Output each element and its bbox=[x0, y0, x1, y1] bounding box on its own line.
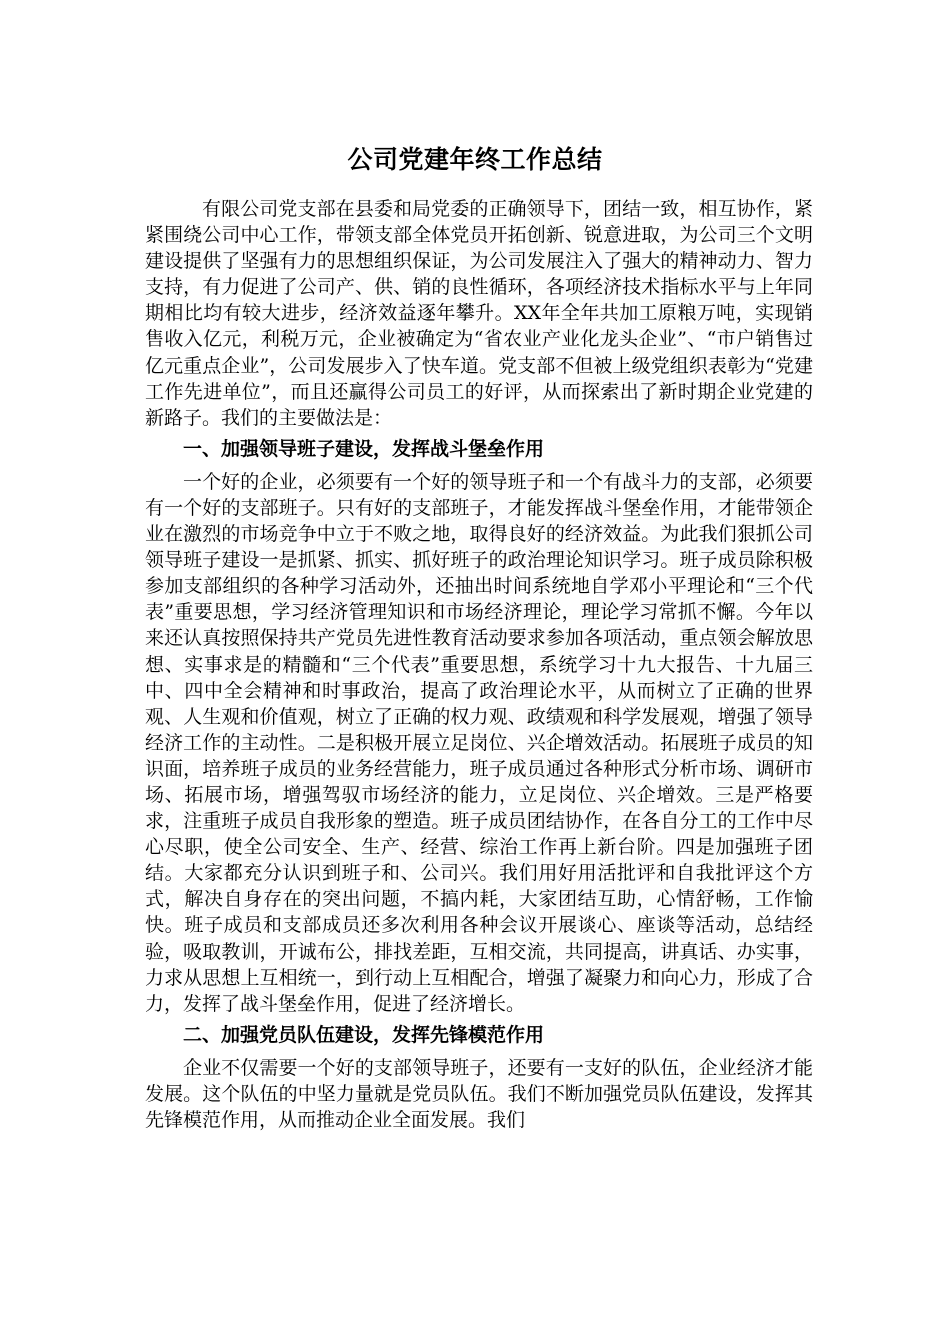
intro-paragraph: 有限公司党支部在县委和局党委的正确领导下，团结一致，相互协作，紧紧围绕公司中心工作，带领支部全体党员开拓创新、锐意进取，为公司三个文明建设提供了坚强有力的思想组织保证，为公司发展注入了强大的精神动力、智力支持，有力促进了公司产、供、销的良性循环，各项经济技术指标水平与上年同期相比均有较大进步，经济效益逐年攀升。XX年全年共加工原粮万吨，实现销售收入亿元，利税万元，企业被确定为“省农业产业化龙头企业”、“市户销售过亿元重点企业”，公司发展步入了快车道。党支部不但被上级党组织表彰为“党建工作先进单位”，而且还赢得公司员工的好评，从而探索出了新时期企业党建的新路子。我们的主要做法是： bbox=[145, 198, 813, 429]
section-heading-2: 二、加强党员队伍建设，发挥先锋模范作用 bbox=[183, 1023, 545, 1046]
section-heading-1: 一、加强领导班子建设，发挥战斗堡垒作用 bbox=[183, 437, 545, 460]
document-body bbox=[145, 196, 813, 1133]
section-paragraph-1: 一个好的企业，必须要有一个好的领导班子和一个有战斗力的支部，必须要有一个好的支部班子。只有好的支部班子，才能发挥战斗堡垒作用，才能带领企业在激烈的市场竞争中立于不败之地，取得良好的经济效益。为此我们狠抓公司领导班子建设一是抓紧、抓实、抓好班子的政治理论知识学习。班子成员除积极参加支部组织的各种学习活动外，还抽出时间系统地自学邓小平理论和“三个代表”重要思想，学习经济管理知识和市场经济理论，理论学习常抓不懈。今年以来还认真按照保持共产党员先进性教育活动要求参加各项活动，重点领会解放思想、实事求是的精髓和“三个代表”重要思想，系统学习十九大报告、十九届三中、四中全会精神和时事政治，提高了政治理论水平，从而树立了正确的世界观、人生观和价值观，树立了正确的权力观、政绩观和科学发展观，增强了领导经济工作的主动性。二是积极开展立足岗位、兴企增效活动。拓展班子成员的知识面，培养班子成员的业务经营能力，班子成员通过各种形式分析市场、调研市场、拓展市场，增强驾驭市场经济的能力，立足岗位、兴企增效。三是严格要求，注重班子成员自我形象的塑造。班子成员团结协作，在各自分工的工作中尽心尽职，使全公司安全、生产、经营、综治工作再上新台阶。四是加强班子团结。大家都充分认识到班子和、公司兴。我们用好用活批评和自我批评这个方式，解决自身存在的突出问题，不搞内耗，大家团结互助，心情舒畅，工作愉快。班子成员和支部成员还多次利用各种会议开展谈心、座谈等活动，总结经验，吸取教训，开诚布公，排找差距，互相交流，共同提高，讲真话、办实事，力求从思想上互相统一，到行动上互相配合，增强了凝聚力和向心力，形成了合力，发挥了战斗堡垒作用，促进了经济增长。 bbox=[145, 470, 813, 1015]
section-paragraph-2: 企业不仅需要一个好的支部领导班子，还要有一支好的队伍，企业经济才能发展。这个队伍的中坚力量就是党员队伍。我们不断加强党员队伍建设，发挥其先锋模范作用，从而推动企业全面发展。我们 bbox=[145, 1056, 813, 1131]
document-title: 公司党建年终工作总结 bbox=[347, 145, 603, 174]
